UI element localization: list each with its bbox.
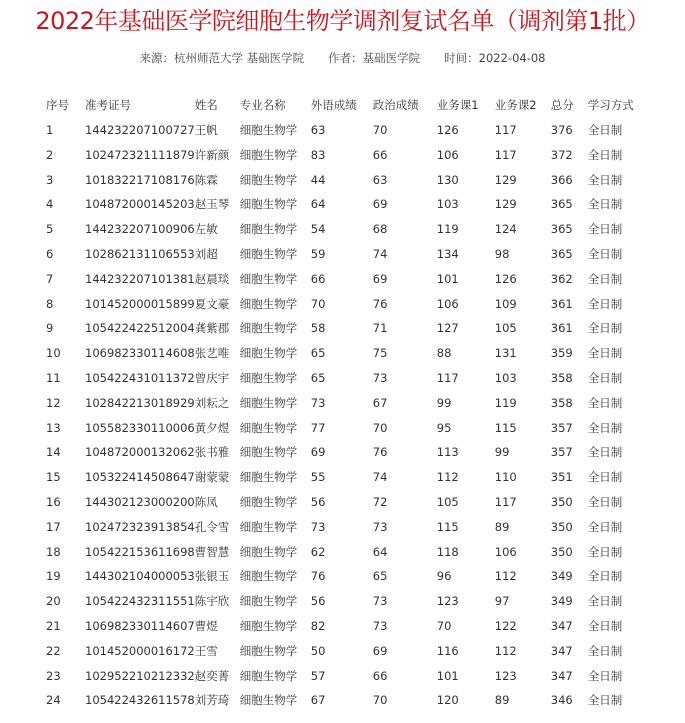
cell-col-course-2: 106 (494, 544, 517, 559)
cell-col-exam-id: 102472321111879 (85, 147, 195, 162)
meta-author: 作者：基础医学院 (328, 51, 421, 65)
cell-col-index: 23 (46, 668, 61, 683)
header-col-major: 专业名称 (239, 98, 286, 112)
table-row (46, 242, 648, 267)
table-row (46, 143, 648, 168)
cell-col-total: 365 (550, 222, 573, 237)
cell-col-politics: 68 (372, 222, 388, 237)
meta-time: 时间：2022-04-08 (444, 51, 546, 65)
cell-col-course-1: 119 (436, 222, 459, 237)
cell-col-course-1: 126 (436, 123, 459, 137)
cell-col-course-2: 124 (494, 222, 517, 237)
header-col-course-1: 业务课1 (436, 98, 479, 112)
cell-col-course-1: 70 (436, 618, 452, 633)
cell-col-exam-id: 105422422512004 (85, 321, 195, 336)
cell-col-total: 347 (550, 668, 573, 683)
cell-col-course-2: 112 (494, 643, 517, 658)
cell-col-total: 362 (550, 271, 573, 286)
cell-col-course-2: 119 (494, 395, 517, 410)
cell-col-name: 谢蒙蒙 (194, 470, 230, 485)
cell-col-total: 350 (550, 519, 573, 534)
cell-col-course-1: 130 (436, 172, 459, 187)
cell-col-politics: 65 (372, 569, 388, 584)
cell-col-politics: 69 (372, 643, 388, 658)
cell-col-major: 细胞生物学 (239, 494, 298, 509)
cell-col-foreign-language: 69 (310, 445, 326, 460)
cell-col-name: 黄夕煜 (194, 420, 230, 435)
cell-col-politics: 67 (372, 395, 388, 410)
cell-col-course-1: 105 (436, 494, 459, 509)
table-row (46, 168, 648, 193)
cell-col-major: 细胞生物学 (239, 420, 298, 435)
cell-col-course-2: 117 (494, 123, 517, 137)
cell-col-exam-id: 101832217108176 (85, 172, 195, 187)
cell-col-exam-id: 144232207100906 (85, 222, 195, 237)
cell-col-total: 361 (550, 296, 573, 311)
cell-col-course-1: 123 (436, 594, 459, 609)
cell-col-politics: 66 (372, 668, 388, 683)
table-row (46, 316, 648, 341)
cell-col-course-1: 101 (436, 668, 459, 683)
cell-col-study-mode: 全日制 (587, 594, 623, 609)
cell-col-foreign-language: 66 (310, 271, 326, 286)
page-title: 2022年基础医学院细胞生物学调剂复试名单（调剂第1批） (35, 7, 650, 35)
cell-col-course-1: 117 (436, 370, 459, 385)
cell-col-foreign-language: 55 (310, 470, 326, 485)
cell-col-foreign-language: 54 (310, 222, 326, 237)
cell-col-study-mode: 全日制 (587, 197, 623, 212)
cell-col-exam-id: 102472323913854 (85, 519, 195, 534)
table-row (46, 391, 648, 416)
table-row (46, 416, 648, 441)
cell-col-politics: 63 (372, 172, 388, 187)
table-row (46, 292, 648, 317)
cell-col-name: 张艺唯 (194, 346, 230, 361)
cell-col-course-1: 88 (436, 346, 452, 361)
header-col-politics: 政治成绩 (372, 98, 419, 112)
cell-col-course-1: 120 (436, 693, 459, 708)
cell-col-foreign-language: 56 (310, 594, 326, 609)
cell-col-politics: 76 (372, 296, 388, 311)
cell-col-course-2: 129 (494, 172, 517, 187)
header-row (46, 92, 648, 118)
cell-col-foreign-language: 65 (310, 346, 326, 361)
cell-col-foreign-language: 64 (310, 197, 326, 212)
cell-col-study-mode: 全日制 (587, 519, 623, 534)
cell-col-study-mode: 全日制 (587, 445, 623, 460)
cell-col-foreign-language: 63 (310, 123, 326, 137)
cell-col-index: 4 (46, 197, 54, 212)
cell-col-total: 350 (550, 494, 573, 509)
cell-col-study-mode: 全日制 (587, 222, 623, 237)
cell-col-exam-id: 105582330110006 (85, 420, 195, 435)
cell-col-index: 2 (46, 147, 54, 162)
header-col-index: 序号 (46, 98, 69, 112)
cell-col-study-mode: 全日制 (587, 246, 623, 261)
cell-col-total: 372 (550, 147, 573, 162)
cell-col-politics: 74 (372, 470, 388, 485)
table-row (46, 490, 648, 515)
cell-col-study-mode: 全日制 (587, 321, 623, 336)
cell-col-name: 龚紫郡 (194, 321, 230, 336)
cell-col-major: 细胞生物学 (239, 544, 298, 559)
cell-col-exam-id: 144302104000053 (85, 569, 195, 584)
cell-col-major: 细胞生物学 (239, 147, 298, 162)
cell-col-foreign-language: 77 (310, 420, 326, 435)
table-row (46, 267, 648, 292)
cell-col-exam-id: 106982330114608 (85, 346, 195, 361)
cell-col-course-1: 103 (436, 197, 459, 212)
cell-col-total: 349 (550, 594, 573, 609)
cell-col-foreign-language: 67 (310, 693, 326, 708)
cell-col-foreign-language: 76 (310, 569, 326, 584)
table-row (46, 589, 648, 614)
cell-col-course-2: 110 (494, 470, 517, 485)
header-col-total: 总分 (550, 98, 574, 112)
cell-col-foreign-language: 57 (310, 668, 326, 683)
cell-col-major: 细胞生物学 (239, 197, 298, 212)
cell-col-study-mode: 全日制 (587, 172, 623, 187)
cell-col-major: 细胞生物学 (239, 395, 298, 410)
meta-source: 来源：杭州师范大学 基础医学院 (139, 51, 305, 65)
cell-col-foreign-language: 44 (310, 172, 326, 187)
cell-col-name: 夏文豪 (194, 296, 230, 311)
cell-col-index: 3 (46, 172, 54, 187)
cell-col-index: 5 (46, 222, 54, 237)
table-row (46, 366, 648, 391)
table-row (46, 440, 648, 465)
cell-col-major: 细胞生物学 (239, 470, 298, 485)
candidate-table (46, 92, 648, 713)
header-col-foreign-language: 外语成绩 (310, 98, 357, 112)
cell-col-name: 赵玉琴 (194, 197, 230, 212)
cell-col-politics: 69 (372, 197, 388, 212)
header-col-course-2: 业务课2 (494, 98, 537, 112)
cell-col-foreign-language: 70 (310, 296, 326, 311)
cell-col-study-mode: 全日制 (587, 123, 623, 137)
cell-col-major: 细胞生物学 (239, 569, 298, 584)
cell-col-course-1: 127 (436, 321, 459, 336)
cell-col-study-mode: 全日制 (587, 420, 623, 435)
cell-col-exam-id: 144232207100727 (85, 123, 195, 137)
cell-col-course-1: 112 (436, 470, 459, 485)
cell-col-course-2: 103 (494, 370, 517, 385)
cell-col-exam-id: 102842213018929 (85, 395, 195, 410)
cell-col-politics: 73 (372, 519, 388, 534)
cell-col-politics: 73 (372, 618, 388, 633)
cell-col-politics: 64 (372, 544, 388, 559)
cell-col-course-2: 112 (494, 569, 517, 584)
cell-col-study-mode: 全日制 (587, 346, 623, 361)
table-row (46, 192, 648, 217)
cell-col-study-mode: 全日制 (587, 494, 623, 509)
cell-col-index: 24 (46, 693, 61, 708)
cell-col-name: 许新颜 (194, 147, 230, 162)
cell-col-index: 6 (46, 246, 54, 261)
table-row (46, 465, 648, 490)
cell-col-politics: 76 (372, 445, 388, 460)
cell-col-index: 18 (46, 544, 61, 559)
cell-col-course-1: 96 (436, 569, 452, 584)
cell-col-study-mode: 全日制 (587, 569, 623, 584)
cell-col-total: 359 (550, 346, 573, 361)
cell-col-foreign-language: 83 (310, 147, 326, 162)
header-col-study-mode: 学习方式 (587, 98, 634, 112)
cell-col-total: 365 (550, 246, 573, 261)
header-col-exam-id: 准考证号 (85, 98, 131, 112)
cell-col-index: 22 (46, 643, 61, 658)
cell-col-exam-id: 105322414508647 (85, 470, 195, 485)
cell-col-index: 12 (46, 395, 61, 410)
cell-col-major: 细胞生物学 (239, 693, 298, 708)
cell-col-name: 刘芳琦 (194, 693, 230, 708)
cell-col-course-1: 95 (436, 420, 452, 435)
cell-col-politics: 66 (372, 147, 388, 162)
cell-col-foreign-language: 58 (310, 321, 326, 336)
cell-col-major: 细胞生物学 (239, 271, 298, 286)
cell-col-name: 赵晨琰 (194, 271, 230, 286)
cell-col-politics: 69 (372, 271, 388, 286)
cell-col-name: 陈霖 (194, 172, 218, 187)
cell-col-course-2: 117 (494, 147, 517, 162)
cell-col-course-2: 109 (494, 296, 517, 311)
cell-col-study-mode: 全日制 (587, 147, 623, 162)
cell-col-total: 358 (550, 395, 573, 410)
cell-col-total: 349 (550, 569, 573, 584)
cell-col-course-1: 101 (436, 271, 459, 286)
cell-col-name: 张银玉 (194, 569, 230, 584)
cell-col-course-2: 97 (494, 594, 510, 609)
cell-col-study-mode: 全日制 (587, 618, 623, 633)
table-row (46, 664, 648, 689)
cell-col-total: 357 (550, 445, 573, 460)
cell-col-total: 358 (550, 370, 573, 385)
cell-col-total: 347 (550, 643, 573, 658)
cell-col-course-1: 99 (436, 395, 452, 410)
table-row (46, 540, 648, 565)
cell-col-course-2: 105 (494, 321, 517, 336)
cell-col-study-mode: 全日制 (587, 693, 623, 708)
cell-col-politics: 71 (372, 321, 388, 336)
cell-col-total: 357 (550, 420, 573, 435)
cell-col-total: 347 (550, 618, 573, 633)
cell-col-course-2: 115 (494, 420, 517, 435)
cell-col-major: 细胞生物学 (239, 618, 298, 633)
table-row (46, 564, 648, 589)
cell-col-study-mode: 全日制 (587, 544, 623, 559)
cell-col-foreign-language: 65 (310, 370, 326, 385)
cell-col-index: 1 (46, 123, 54, 137)
cell-col-total: 350 (550, 544, 573, 559)
cell-col-course-1: 134 (436, 246, 459, 261)
cell-col-name: 孔令雪 (194, 519, 230, 534)
cell-col-politics: 70 (372, 693, 388, 708)
cell-col-course-2: 123 (494, 668, 517, 683)
cell-col-name: 王帆 (194, 123, 218, 137)
cell-col-name: 刘超 (194, 246, 218, 261)
cell-col-name: 陈宇欣 (194, 594, 230, 609)
table-body (46, 118, 648, 713)
cell-col-name: 曾庆宇 (194, 370, 230, 385)
header-col-name: 姓名 (194, 98, 218, 112)
cell-col-index: 15 (46, 470, 61, 485)
cell-col-name: 张书雅 (194, 445, 230, 460)
cell-col-exam-id: 105422432611578 (85, 693, 195, 708)
cell-col-name: 左敏 (194, 222, 218, 237)
cell-col-course-1: 113 (436, 445, 459, 460)
cell-col-study-mode: 全日制 (587, 296, 623, 311)
table-row (46, 217, 648, 242)
cell-col-major: 细胞生物学 (239, 519, 298, 534)
cell-col-exam-id: 144232207101381 (85, 271, 195, 286)
cell-col-study-mode: 全日制 (587, 470, 623, 485)
cell-col-index: 17 (46, 519, 61, 534)
cell-col-total: 365 (550, 197, 573, 212)
cell-col-foreign-language: 62 (310, 544, 326, 559)
cell-col-exam-id: 105422153611698 (85, 544, 195, 559)
cell-col-study-mode: 全日制 (587, 395, 623, 410)
cell-col-major: 细胞生物学 (239, 594, 298, 609)
cell-col-foreign-language: 73 (310, 395, 326, 410)
cell-col-politics: 74 (372, 246, 388, 261)
table-header (46, 92, 648, 118)
cell-col-course-1: 106 (436, 147, 459, 162)
cell-col-index: 21 (46, 618, 61, 633)
cell-col-major: 细胞生物学 (239, 246, 298, 261)
cell-col-major: 细胞生物学 (239, 123, 298, 137)
cell-col-course-1: 106 (436, 296, 459, 311)
cell-col-politics: 70 (372, 123, 388, 137)
cell-col-major: 细胞生物学 (239, 668, 298, 683)
table-row (46, 118, 648, 143)
cell-col-exam-id: 101452000016172 (85, 643, 195, 658)
cell-col-exam-id: 102862131106553 (85, 246, 195, 261)
cell-col-foreign-language: 73 (310, 519, 326, 534)
cell-col-index: 13 (46, 420, 61, 435)
cell-col-major: 细胞生物学 (239, 321, 298, 336)
cell-col-index: 20 (46, 594, 61, 609)
table-row (46, 341, 648, 366)
cell-col-foreign-language: 56 (310, 494, 326, 509)
cell-col-study-mode: 全日制 (587, 643, 623, 658)
cell-col-index: 9 (46, 321, 54, 336)
cell-col-major: 细胞生物学 (239, 222, 298, 237)
cell-col-foreign-language: 82 (310, 618, 326, 633)
cell-col-total: 376 (550, 123, 573, 137)
table-row (46, 639, 648, 664)
cell-col-exam-id: 105422431011372 (85, 370, 195, 385)
cell-col-exam-id: 105422432311551 (85, 594, 195, 609)
cell-col-study-mode: 全日制 (587, 271, 623, 286)
cell-col-course-1: 118 (436, 544, 459, 559)
cell-col-study-mode: 全日制 (587, 370, 623, 385)
cell-col-course-1: 116 (436, 643, 459, 658)
cell-col-index: 7 (46, 271, 54, 286)
cell-col-course-2: 89 (494, 693, 510, 708)
cell-col-index: 11 (46, 370, 61, 385)
cell-col-index: 8 (46, 296, 54, 311)
cell-col-total: 366 (550, 172, 573, 187)
cell-col-course-2: 126 (494, 271, 517, 286)
cell-col-exam-id: 104872000145203 (85, 197, 195, 212)
cell-col-politics: 72 (372, 494, 388, 509)
cell-col-major: 细胞生物学 (239, 296, 298, 311)
cell-col-name: 赵奕菁 (194, 668, 230, 683)
cell-col-major: 细胞生物学 (239, 445, 298, 460)
cell-col-total: 346 (550, 693, 573, 708)
cell-col-major: 细胞生物学 (239, 346, 298, 361)
cell-col-exam-id: 102952210212332 (85, 668, 195, 683)
cell-col-course-2: 122 (494, 618, 517, 633)
cell-col-foreign-language: 50 (310, 643, 326, 658)
cell-col-name: 刘耘之 (194, 395, 230, 410)
cell-col-total: 361 (550, 321, 573, 336)
cell-col-exam-id: 144302123000200 (85, 494, 195, 509)
cell-col-name: 陈凤 (194, 494, 218, 509)
cell-col-politics: 73 (372, 594, 388, 609)
cell-col-exam-id: 104872000132062 (85, 445, 195, 460)
cell-col-major: 细胞生物学 (239, 370, 298, 385)
cell-col-course-2: 98 (494, 246, 510, 261)
cell-col-major: 细胞生物学 (239, 172, 298, 187)
cell-col-index: 10 (46, 346, 61, 361)
cell-col-foreign-language: 59 (310, 246, 326, 261)
article-meta (0, 50, 685, 66)
cell-col-index: 16 (46, 494, 61, 509)
table-row (46, 614, 648, 639)
cell-col-course-2: 117 (494, 494, 517, 509)
cell-col-exam-id: 106982330114607 (85, 618, 195, 633)
cell-col-course-2: 89 (494, 519, 510, 534)
cell-col-major: 细胞生物学 (239, 643, 298, 658)
table-row (46, 688, 648, 713)
cell-col-course-2: 99 (494, 445, 510, 460)
cell-col-name: 曹煜 (194, 618, 218, 633)
cell-col-name: 曹智慧 (194, 544, 230, 559)
cell-col-study-mode: 全日制 (587, 668, 623, 683)
cell-col-politics: 75 (372, 346, 388, 361)
cell-col-politics: 73 (372, 370, 388, 385)
cell-col-course-1: 115 (436, 519, 459, 534)
cell-col-exam-id: 101452000015899 (85, 296, 195, 311)
cell-col-index: 14 (46, 445, 61, 460)
cell-col-course-2: 131 (494, 346, 517, 361)
cell-col-course-2: 129 (494, 197, 517, 212)
cell-col-total: 351 (550, 470, 573, 485)
cell-col-index: 19 (46, 569, 61, 584)
table-row (46, 515, 648, 540)
cell-col-politics: 70 (372, 420, 388, 435)
cell-col-name: 王雪 (194, 643, 218, 658)
